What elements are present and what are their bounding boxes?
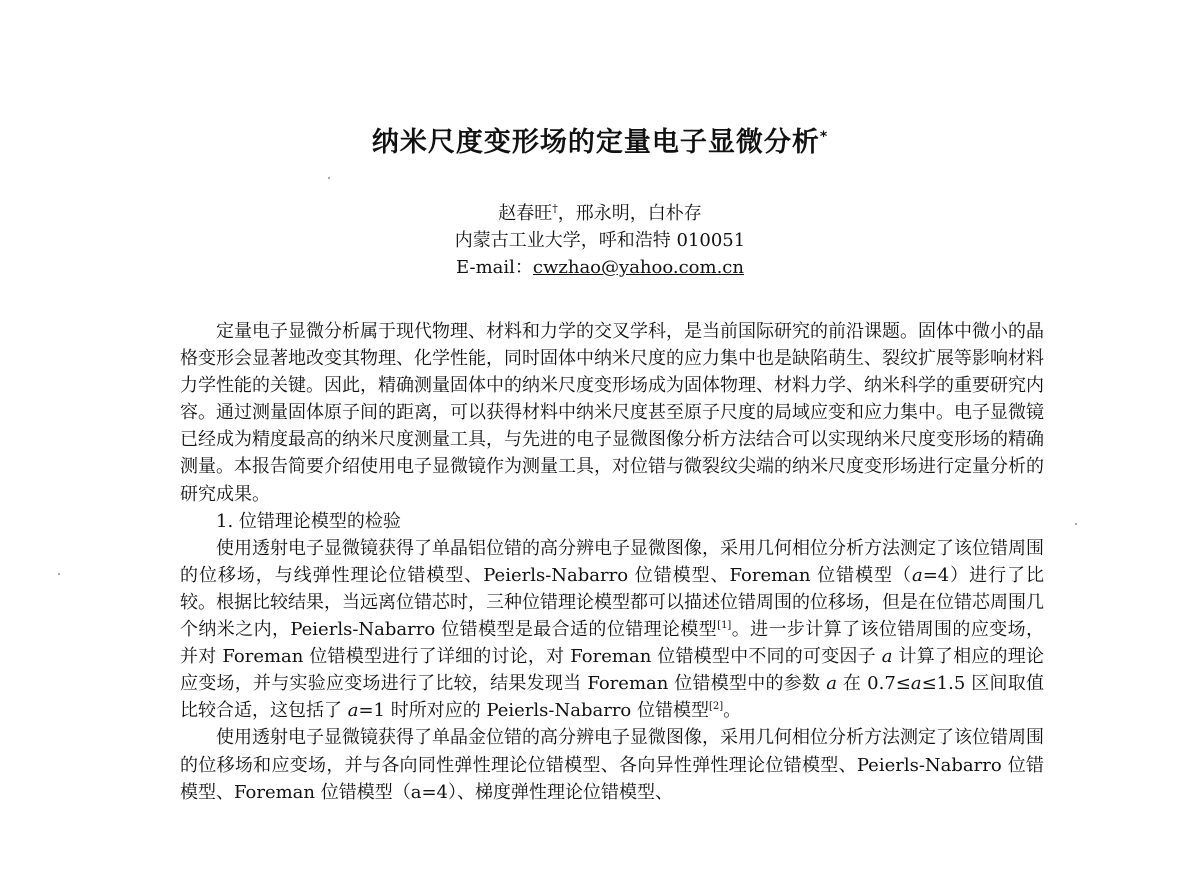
p2-text-d: 在 0.7≤ [836, 673, 911, 695]
variable-a: a [826, 673, 837, 695]
p2-text-a: 使用透射电子显微镜获得了单晶铝位错的高分辨电子显微图像，采用几何相位分析方法测定了该位错周围的位移场，与线弹性理论位错模型、Peierls-Nabarro 位错模型、Foreman 位错模型（ [180, 537, 1044, 586]
intro-paragraph: 定量电子显微分析属于现代物理、材料和力学的交叉学科，是当前国际研究的前沿课题。固体中微小的晶格变形会显著地改变其物理、化学性能，同时固体中纳米尺度的应力集中也是缺陷萌生、裂纹扩展等影响材料力学性能的关键。因此，精确测量固体中的纳米尺度变形场成为固体物理、材料力学、纳米科学的重要研究内容。通过测量固体原子间的距离，可以获得材料中纳米尺度甚至原子尺度的局域应变和应力集中。电子显微镜已经成为精度最高的纳米尺度测量工具，与先进的电子显微图像分析方法结合可以实现纳米尺度变形场的精确测量。本报告简要介绍使用电子显微镜作为测量工具，对位错与微裂纹尖端的纳米尺度变形场进行定量分析的研究成果。 [180, 321, 1044, 505]
variable-a: a [910, 673, 922, 695]
email-label: E-mail： [456, 257, 533, 278]
scan-speck [1075, 523, 1077, 525]
variable-a: a [881, 646, 893, 668]
email-link[interactable]: cwzhao@yahoo.com.cn [532, 257, 744, 278]
scan-speck [58, 573, 60, 575]
author-line [0, 195, 1200, 227]
author-footnote-mark: † [552, 202, 558, 215]
first-author: 赵春旺 [498, 203, 553, 224]
paragraph-gold-dislocation: 使用透射电子显微镜获得了单晶金位错的高分辨电子显微图像，采用几何相位分析方法测定了该位错周围的位移场和应变场，并与各向同性弹性理论位错模型、各向异性弹性理论位错模型、Peierls-Nabarro 位错模型、Foreman 位错模型（a=4）、梯度弹性理论位错模型、 [180, 727, 1044, 803]
variable-a: a [911, 564, 923, 586]
p2-text-f: =1 时所对应的 Peierls-Nabarro 位错模型 [358, 700, 709, 722]
scan-speck [328, 177, 330, 179]
citation-1[interactable]: [1] [717, 620, 732, 632]
citation-2[interactable]: [2] [709, 701, 724, 713]
affiliation: 内蒙古工业大学，呼和浩特 010051 [454, 230, 746, 251]
p2-text-e: ≤1.5 区间取值比较合适，这包括了 [180, 673, 1045, 722]
p2-text-a4: =4）进行了比较。根据比较结果，当远离位错芯时，三种位错理论模型都可以描述位错周围的位移场，但是在位错芯周围几个纳米之内，Peierls-Nabarro 位错模型是最合适的位错理论模型 [180, 564, 1044, 641]
email-line [0, 254, 1200, 281]
coauthors: ，邢永明，白朴存 [557, 203, 702, 224]
title-text: 纳米尺度变形场的定量电子显微分析 [371, 127, 820, 158]
p2-text-b: 。进一步计算了该位错周围的应变场，并对 Foreman 位错模型进行了详细的讨论，对 Foreman 位错模型中不同的可变因子 [180, 619, 1045, 668]
title-footnote-mark: * [819, 129, 829, 145]
author-block [0, 195, 1200, 281]
p2-text-c: 计算了相应的理论应变场，并与实验应变场进行了比较，结果发现当 Foreman 位错模型中的参数 [180, 646, 1044, 695]
paper-body [180, 318, 1044, 806]
p2-end: 。 [723, 700, 742, 722]
paper-title [0, 120, 1200, 159]
paragraph-aluminum-dislocation [180, 535, 1044, 725]
section-heading-1: 1. 位错理论模型的检验 [216, 510, 401, 532]
variable-a: a [347, 700, 359, 722]
